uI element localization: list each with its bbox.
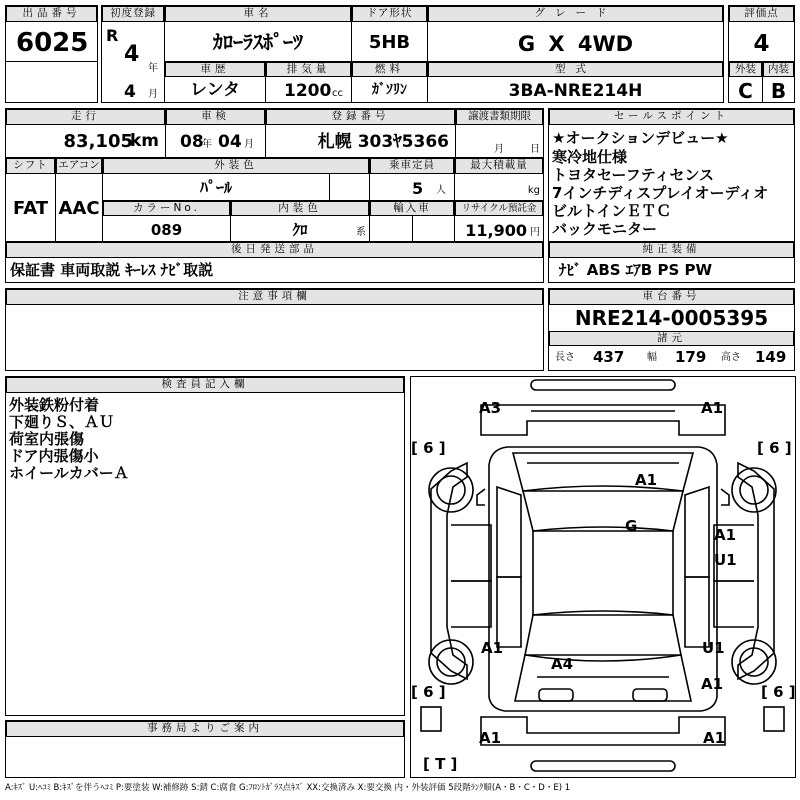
notes-cell <box>5 288 544 371</box>
car-name-header: 車名 <box>165 6 351 22</box>
displacement-unit: cc <box>332 88 343 99</box>
length: 437 <box>593 348 625 366</box>
fuel-cell <box>351 61 428 103</box>
damage-a1-right-quarter: A1 <box>701 675 724 693</box>
sales-points-cell <box>548 108 795 242</box>
sales-point-2: 寒冷地仕様 <box>552 148 628 166</box>
grade-cell <box>427 5 724 62</box>
ext-color-divider <box>329 174 330 200</box>
sales-point-3: トヨタセーフティセンス <box>552 166 715 184</box>
damage-a3: A3 <box>479 399 502 417</box>
damage-a1-front-right: A1 <box>701 399 724 417</box>
max-load-header: 最大積載量 <box>455 158 543 174</box>
transfer-header: 譲渡書類期限 <box>456 109 543 125</box>
damage-a4: A4 <box>551 655 574 673</box>
reg-year-unit: 年 <box>148 63 158 74</box>
tire-depth-front-right: [ 6 ] <box>757 439 792 457</box>
int-score-cell <box>762 61 795 103</box>
parts-cell <box>5 241 544 283</box>
inspector-header: 検査員記入欄 <box>6 377 404 393</box>
aircon: AAC <box>58 198 100 219</box>
damage-map <box>410 376 796 778</box>
int-color-cell <box>230 200 370 242</box>
ext-score: C <box>738 79 753 103</box>
ext-score-header: 外装 <box>729 62 762 77</box>
aircon-header: エアコン <box>56 158 102 174</box>
shift: FAT <box>12 198 49 219</box>
first-registration-header: 初度登録 <box>102 6 164 22</box>
score-cell <box>728 5 795 62</box>
damage-u1-right-rear: U1 <box>702 639 725 657</box>
import-cell <box>369 200 455 242</box>
width-label: 幅 <box>647 352 657 363</box>
transfer-month-unit: 月 <box>494 144 504 155</box>
transfer-cell <box>455 108 544 158</box>
equipment-cell <box>548 241 795 283</box>
score: 4 <box>753 31 770 57</box>
inspection-month: 04 <box>218 132 242 152</box>
displacement-header: 排気量 <box>266 62 351 77</box>
plate-header: 登録番号 <box>266 109 455 125</box>
inspection-year: 08 <box>180 132 204 152</box>
recycle-header: リサイクル預託金 <box>455 201 543 216</box>
damage-u1-right-front-door: U1 <box>714 551 737 569</box>
reg-month: 4 <box>124 82 136 102</box>
plate-number: 札幌 303ﾔ5366 <box>317 132 449 152</box>
damage-a1-right-front-door: A1 <box>714 526 737 544</box>
inspection-month-unit: 月 <box>244 139 254 150</box>
history-cell <box>164 61 266 103</box>
parts-header: 後日発送部品 <box>6 242 543 258</box>
tire-depth-front-left: [ 6 ] <box>411 439 446 457</box>
damage-g: G <box>625 517 638 535</box>
model-code: 3BA-NRE214H <box>508 81 643 101</box>
width: 179 <box>675 348 707 366</box>
mileage-header: 走行 <box>6 109 165 125</box>
fuel-header: 燃料 <box>352 62 427 77</box>
chassis-header: 車台番号 <box>549 289 794 305</box>
lot-cell <box>5 5 98 62</box>
damage-a1-hood: A1 <box>635 471 658 489</box>
shift-header: シフト <box>6 158 55 174</box>
recycle-cell <box>454 200 544 242</box>
inspection-cell <box>165 108 266 158</box>
reg-month-unit: 月 <box>148 89 158 100</box>
equipment-header: 純正装備 <box>549 242 794 258</box>
era: R <box>106 26 119 45</box>
int-score-header: 内装 <box>763 62 794 77</box>
capacity: 5 <box>412 179 424 198</box>
office-cell <box>5 720 405 778</box>
notes-header: 注意事項欄 <box>6 289 543 305</box>
capacity-header: 乗車定員 <box>370 158 454 174</box>
import-header: 輸入車 <box>370 201 454 216</box>
chassis-number: NRE214-0005395 <box>574 306 769 330</box>
door-type: 5HB <box>368 32 411 53</box>
displacement-cell <box>265 61 352 103</box>
chassis-cell <box>548 288 795 371</box>
color-no-cell <box>102 200 231 242</box>
max-load-cell <box>454 157 544 201</box>
damage-a1-rear-right: A1 <box>703 729 726 747</box>
sales-point-1: ★オークションデビュー★ <box>552 129 729 147</box>
shift-cell <box>5 157 56 242</box>
sales-point-5: ビルトインＥＴＣ <box>552 202 672 220</box>
displacement: 1200 <box>284 81 332 101</box>
damage-a1-left-rear: A1 <box>481 639 504 657</box>
int-color: ｸﾛ <box>292 221 308 239</box>
grade-header: グレード <box>428 6 723 22</box>
first-registration-cell <box>101 5 165 103</box>
history-header: 車歴 <box>165 62 265 77</box>
lot-number: 6025 <box>16 28 89 58</box>
damage-a1-rear-left: A1 <box>479 729 502 747</box>
mileage: 83,105 <box>63 131 133 152</box>
ext-color-header: 外装色 <box>103 158 369 174</box>
recycle-amount: 11,900 <box>465 221 527 240</box>
inspector-line-3: 荷室内張傷 <box>9 430 85 448</box>
sales-point-6: バックモニター <box>552 220 658 238</box>
model-cell <box>427 61 724 103</box>
car-name-cell <box>164 5 352 62</box>
capacity-unit: 人 <box>436 185 446 196</box>
tire-depth-rear-right: [ 6 ] <box>761 683 796 701</box>
reg-year: 4 <box>124 42 140 67</box>
color-no-header: カラーNo. <box>103 201 230 216</box>
car-diagram <box>411 377 794 776</box>
door-header: ドア形状 <box>352 6 427 22</box>
door-cell <box>351 5 428 62</box>
lot-header: 出品番号 <box>6 6 97 22</box>
import-divider <box>412 216 413 241</box>
sales-points-header: セールスポイント <box>549 109 794 125</box>
fuel: ｶﾞｿﾘﾝ <box>372 82 407 98</box>
inspection-year-unit: 年 <box>202 139 212 150</box>
parts: 保証書 車両取説 ｷｰﾚｽ ﾅﾋﾞ取説 <box>10 261 214 279</box>
office-header: 事務局よりご案内 <box>6 721 404 737</box>
recycle-unit: 円 <box>530 227 540 238</box>
car-name: ｶﾛｰﾗｽﾎﾟｰﾂ <box>213 30 303 54</box>
grade: G X 4WD <box>517 32 634 56</box>
inspector-line-5: ホイールカバーＡ <box>9 464 129 482</box>
model-header: 型式 <box>428 62 723 77</box>
aircon-cell <box>55 157 103 242</box>
height-label: 高さ <box>721 352 741 363</box>
ext-color: ﾊﾟｰﾙ <box>199 178 232 197</box>
transfer-day-unit: 日 <box>530 144 540 155</box>
lot-blank-cell <box>5 61 98 103</box>
inspector-line-4: ドア内張傷小 <box>9 447 99 465</box>
mileage-unit: km <box>129 131 159 151</box>
inspector-cell <box>5 376 405 716</box>
inspection-header: 車検 <box>166 109 265 125</box>
spare-tire: [ T ] <box>423 755 458 773</box>
history: レンタ <box>190 80 240 100</box>
plate-cell <box>265 108 456 158</box>
mileage-cell <box>5 108 166 158</box>
color-no: 089 <box>150 221 183 239</box>
ext-color-cell <box>102 157 370 201</box>
ext-score-cell <box>728 61 763 103</box>
length-label: 長さ <box>555 352 575 363</box>
score-header: 評価点 <box>729 6 794 22</box>
int-color-unit: 系 <box>356 227 366 238</box>
inspector-line-1: 外装鉄粉付着 <box>9 396 100 414</box>
legend: A:ｷｽﾞ U:ﾍｺﾐ B:ｷｽﾞを伴うﾍｺﾐ P:要塗装 W:補修跡 S:錆 C:腐食 G:ﾌﾛﾝﾄｶﾞﾗｽ点ｷｽﾞ XX:交換済み X:要交換 内・外装評価 5段階ﾗﾝｸ順(A・B・C・D・E) 1 <box>5 783 571 793</box>
capacity-cell <box>369 157 455 201</box>
int-score: B <box>770 79 787 103</box>
inspector-line-2: 下廻りＳ、ＡＵ <box>9 413 115 431</box>
height: 149 <box>755 348 787 366</box>
sales-point-4: 7インチディスプレイオーディオ <box>552 184 769 202</box>
max-load-unit: kg <box>527 185 540 196</box>
tire-depth-rear-left: [ 6 ] <box>411 683 446 701</box>
specs-header: 諸元 <box>549 331 794 346</box>
equipment: ﾅﾋﾞ ABS ｴｱB PS PW <box>559 261 713 279</box>
int-color-header: 内装色 <box>231 201 369 216</box>
